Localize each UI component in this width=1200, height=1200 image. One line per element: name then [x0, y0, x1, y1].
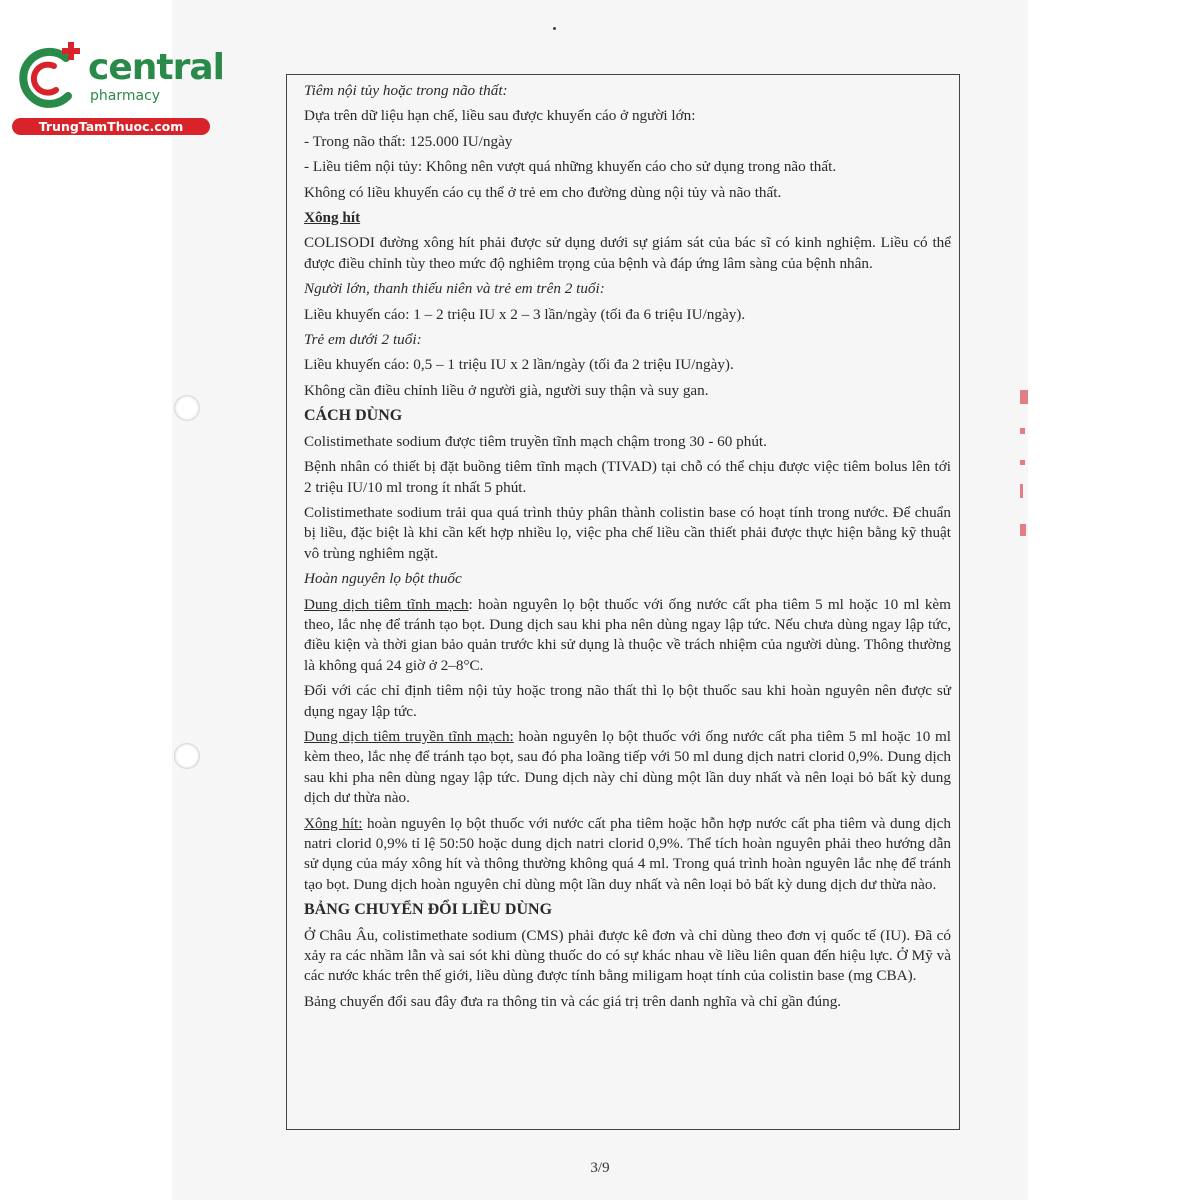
inhalation-heading: Xông hít: [304, 209, 361, 227]
paragraph: Bảng chuyển đổi sau đây đưa ra thông tin và các giá trị trên danh nghĩa và chỉ gần đúng.: [304, 992, 842, 1010]
paragraph: Dựa trên dữ liệu hạn chế, liều sau được khuyến cáo ở người lớn:: [304, 107, 696, 125]
paragraph: Ở Châu Âu, colistimethate sodium (CMS) phải được kê đơn và chỉ dùng theo đơn vị quốc tế (IU). Đã có xảy ra các nhầm lẫn và sai sót khi dùng thuốc do có sự khác nhau về liều liên quan đến hiệu lực. Ở Mỹ và các nước khác trên thế giới, liều dùng được tính bằng miligam hoạt tính của colistin base (mg CBA).: [304, 926, 951, 985]
inline-label: Dung dịch tiêm tĩnh mạch: [304, 595, 469, 613]
logo-c-icon: [10, 38, 88, 118]
paragraph: Liều khuyến cáo: 1 – 2 triệu IU x 2 – 3 lần/ngày (tối đa 6 triệu IU/ngày).: [304, 305, 746, 323]
scan-dot: [553, 27, 556, 30]
logo-site-banner: TrungTamThuoc.com: [12, 118, 210, 135]
logo-wordmark: central: [88, 47, 224, 88]
stamp-fragment: [1020, 428, 1025, 434]
inline-label: Dung dịch tiêm truyền tĩnh mạch:: [304, 727, 514, 745]
paragraph: [304, 595, 951, 677]
paragraph: [304, 727, 951, 809]
document-frame: [286, 74, 960, 1130]
conversion-heading: BẢNG CHUYỂN ĐỔI LIỀU DÙNG: [304, 901, 553, 919]
inline-text: hoàn nguyên lọ bột thuốc với ống nước cất pha tiêm 5 ml hoặc 10 ml kèm theo, lắc nhẹ để tránh tạo bọt, sau đó pha loãng tiếp với 50 ml dung dịch natri clorid 0,9%. Dung dịch sau khi pha nên dùng ngay lập tức. Dung dịch này chỉ dùng một lần duy nhất và nên loại bỏ bất kỳ dung dịch dư thừa nào.: [304, 727, 951, 807]
logo-subtitle: pharmacy: [90, 88, 161, 104]
central-pharmacy-logo: [10, 38, 224, 138]
paragraph: Đối với các chỉ định tiêm nội tủy hoặc trong não thất thì lọ bột thuốc sau khi hoàn nguyên nên được sử dụng ngay lập tức.: [304, 682, 951, 720]
usage-heading: CÁCH DÙNG: [304, 407, 403, 425]
punch-hole: [174, 395, 200, 421]
subheading: Trẻ em dưới 2 tuổi:: [304, 331, 422, 349]
paragraph: [304, 814, 951, 896]
paragraph: Liều khuyến cáo: 0,5 – 1 triệu IU x 2 lần/ngày (tối đa 2 triệu IU/ngày).: [304, 356, 734, 374]
paragraph: Bệnh nhân có thiết bị đặt buồng tiêm tĩnh mạch (TIVAD) tại chỗ có thể chịu được việc tiêm bolus lên tới 2 triệu IU/10 ml trong ít nhất 5 phút.: [304, 458, 951, 496]
inline-label: Xông hít:: [304, 814, 363, 832]
paragraph: - Trong não thất: 125.000 IU/ngày: [304, 132, 513, 150]
stamp-fragment: [1020, 524, 1026, 536]
paragraph: Không có liều khuyến cáo cụ thể ở trẻ em cho đường dùng nội tủy và não thất.: [304, 183, 782, 201]
intrathecal-heading: Tiêm nội tủy hoặc trong não thất:: [304, 82, 508, 99]
paragraph: Colistimethate sodium trải qua quá trình thủy phân thành colistin base có hoạt tính trong nước. Để chuẩn bị liều, đặc biệt là khi cần kết hợp nhiều lọ, việc pha chế liều cần thiết phải được thực hiện bằng kỹ thuật vô trùng nghiêm ngặt.: [304, 503, 951, 562]
paragraph: Không cần điều chỉnh liều ở người già, người suy thận và suy gan.: [304, 381, 709, 399]
stamp-fragment: [1020, 484, 1023, 498]
subheading: Hoàn nguyên lọ bột thuốc: [304, 570, 462, 588]
stamp-fragment: [1020, 460, 1025, 465]
paragraph: COLISODI đường xông hít phải được sử dụng dưới sự giám sát của bác sĩ có kinh nghiệm. Liều có thể được điều chỉnh tùy theo mức độ nghiêm trọng của bệnh và đáp ứng lâm sàng của bệnh nhân.: [304, 234, 951, 272]
inline-text: : hoàn nguyên lọ bột thuốc với ống nước cất pha tiêm 5 ml hoặc 10 ml kèm theo, lắc nhẹ để tránh tạo bọt. Dung dịch sau khi pha nên dùng ngay lập tức. Nếu chưa dùng ngay lập tức, điều kiện và thời gian bảo quản trước khi sử dụng là thuộc về trách nhiệm của người dùng. Thông thường là không quá 24 giờ ở 2–8°C.: [304, 595, 951, 674]
paragraph: - Liều tiêm nội tủy: Không nên vượt quá những khuyến cáo cho sử dụng trong não thất.: [304, 158, 837, 176]
subheading: Người lớn, thanh thiếu niên và trẻ em trên 2 tuổi:: [304, 280, 605, 298]
paragraph: Colistimethate sodium được tiêm truyền tĩnh mạch chậm trong 30 - 60 phút.: [304, 432, 767, 450]
stamp-fragment: [1020, 390, 1028, 404]
page-number: 3/9: [590, 1160, 610, 1176]
punch-hole: [174, 743, 200, 769]
inline-text: hoàn nguyên lọ bột thuốc với nước cất pha tiêm hoặc hỗn hợp nước cất pha tiêm và dung dịch natri clorid 0,9% tỉ lệ 50:50 hoặc dung dịch natri clorid 0,9%. Thể tích hoàn nguyên phải theo hướng dẫn sử dụng của máy xông hít và thông thường không quá 4 ml. Trong quá trình hoàn nguyên lắc nhẹ để tránh tạo bọt. Dung dịch hoàn nguyên chỉ dùng một lần duy nhất và nên loại bỏ bất kỳ dung dịch dư thừa nào.: [304, 814, 951, 893]
